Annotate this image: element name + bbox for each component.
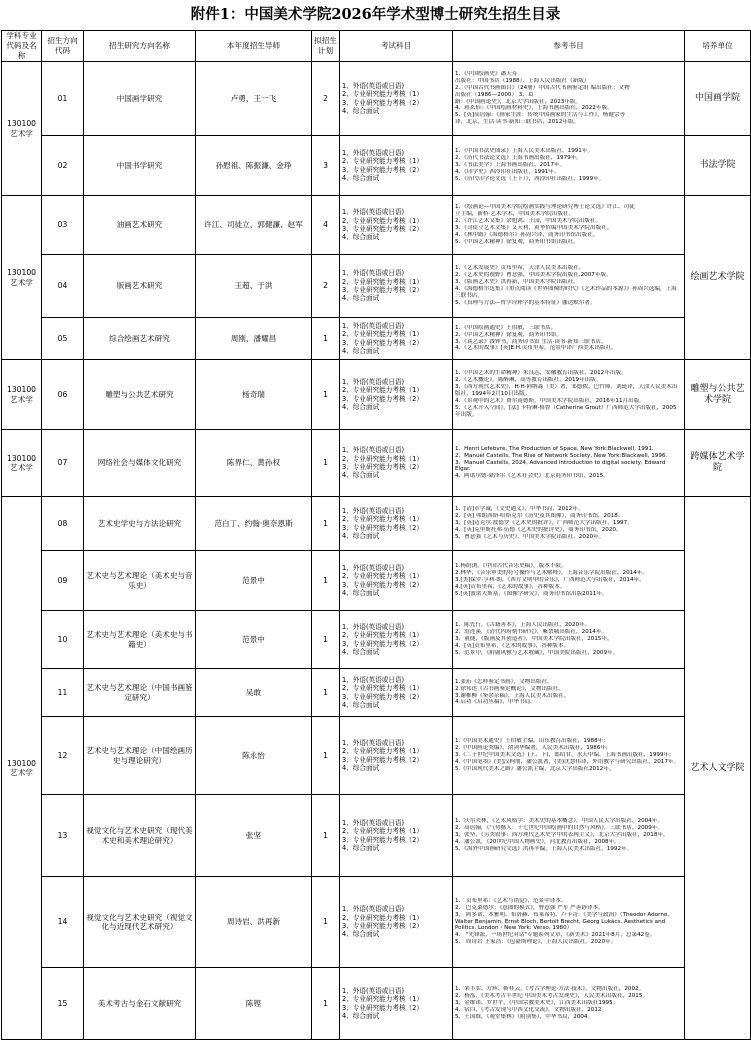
exam-item: 1、外语(英语或日语): [342, 905, 405, 914]
mentor-names: 陈界仁、黄孙权: [196, 430, 312, 497]
training-unit: 跨媒体艺术学院: [685, 430, 751, 497]
exam-item: 4、综合面试: [342, 531, 380, 540]
reference-item: 2、翁连溪，《清代内府刻书研究》，紫禁城出版社，2014年。: [455, 629, 608, 636]
exam-item: 2、专业研究能力考核（1）: [342, 684, 423, 693]
exam-item: 3、专业研究能力考核（2）: [342, 98, 423, 107]
direction-name: 雕塑与公共艺术研究: [84, 360, 196, 430]
reference-item: 5.[英]波诺夫斯基，《图像学研究》，商务印书馆出版2011年。: [455, 590, 608, 597]
reference-item: 5、《中国艺术精神》徐复观，商务印书馆出版社。: [455, 238, 579, 245]
mentor-names: 许江、司徒立、郭健濂、赵军: [196, 196, 312, 255]
column-header: 本年度招生导师: [196, 31, 312, 62]
exam-item: 3、专业研究能力考核（2）: [342, 692, 423, 701]
reference-item: 4、《印学史》西泠印社出版社，1991年。: [455, 168, 560, 175]
reference-item: 3、[英]迈克尔·波德罗《艺术史的批评》，广西师范大学出版社，1997。: [455, 520, 633, 527]
discipline-code-cell: 130100 艺术学: [2, 430, 42, 497]
direction-name: 艺术史学史与方法论研究: [84, 497, 196, 551]
enrollment-plan: 1: [312, 968, 340, 1040]
mentor-names: 王超、于洪: [196, 255, 312, 318]
reference-item: 3、 阿多诺、本雅明、布洛赫、布莱希特、卢卡奇：《美学与政治》（Theodor Adorno, Walter Benjamin, Ernst Bloch, Bertolt Brecht, Georg Lukács. Aesthetics and Politics. London・New York: Verso, 1980）: [455, 911, 670, 932]
exam-item: 3、专业研究能力考核（2）: [342, 1003, 423, 1012]
direction-code: 02: [42, 136, 84, 196]
exam-item: 2、专业研究能力考核（1）: [342, 330, 423, 339]
direction-code: 04: [42, 255, 84, 318]
reference-item: 译，北京，生活·读书·新知三联书店，2012年版。: [455, 119, 580, 126]
reference-books: [453, 497, 685, 551]
mentor-names: 范景中: [196, 611, 312, 669]
mentor-names: 周刚、潘耀昌: [196, 318, 312, 360]
table-row: [2, 717, 751, 795]
exam-item: 1、外语(英语或日语): [342, 208, 405, 217]
exam-subjects: [340, 360, 453, 430]
exam-item: 2、专业研究能力考核（1）: [342, 386, 423, 395]
exam-item: 2、专业研究能力考核（1）: [342, 995, 423, 1004]
table-row: [2, 136, 751, 196]
reference-books: [453, 255, 685, 318]
reference-item: 3、《西方现代艺术史》，H·H·阿纳森（美）著，邹德侬、巴竹师、刘珽译，天津人民美术出版社，1994年2月10日出版。: [455, 384, 678, 398]
reference-item: 2.《中国画论类编》，俞剑华编著，人民美术出版社，1986年;: [455, 745, 608, 752]
exam-item: 1、外语(英语或日语): [342, 148, 405, 157]
direction-name: 版画艺术研究: [84, 255, 196, 318]
exam-item: 3、专业研究能力考核（2）: [342, 639, 423, 648]
exam-item: 4、综合面试: [342, 346, 380, 355]
direction-name: 综合绘画艺术研究: [84, 318, 196, 360]
training-unit: 中国画学院: [685, 62, 751, 136]
table-row: [2, 497, 751, 551]
reference-item: 5、《艺术介入空间》，[法] 卡特琳·格鲁（Catherine Grout）广西师范大学出版社，2005年出版。: [455, 404, 677, 418]
exam-item: 4、综合面试: [342, 1011, 380, 1020]
direction-code: 01: [42, 62, 84, 136]
reference-item: 5、王国维，《观堂集林》（附别集），中华书局，2004。: [455, 1013, 594, 1020]
exam-subjects: [340, 318, 453, 360]
exam-item: 1、外语(英语或日语): [342, 269, 405, 278]
exam-item: 4、综合面试: [342, 588, 380, 597]
enrollment-plan: 1: [312, 430, 340, 497]
reference-item: 2.徐邦达《古书画鉴定概论》，文物出版社。: [455, 685, 564, 692]
exam-item: 2、专业研究能力考核（1）: [342, 515, 423, 524]
discipline-code-cell: 130100 艺术学: [2, 62, 42, 196]
mentor-names: 孙慰祖、陈振濂、金琤: [196, 136, 312, 196]
column-header: 考试科目: [340, 31, 453, 62]
exam-item: 2、专业研究能力考核（1）: [342, 157, 423, 166]
reference-item: 5、《历代印学论文选（上下）》，西泠印社出版社，1999年。: [455, 175, 605, 182]
reference-item: 3.《二十世纪中国美术文选》(上、下)，郎绍君、水天中编，上海书画出版社，1999年;: [455, 752, 672, 759]
reference-books: [453, 611, 685, 669]
reference-item: 5、曹意强《艺术与历史》，中国美术学院出版社，2020年。: [455, 533, 605, 540]
reference-books: [453, 430, 685, 497]
enrollment-plan: 1: [312, 611, 340, 669]
direction-name: 艺术史与艺术理论（美术史与书籍史）: [84, 611, 196, 669]
exam-item: 3、专业研究能力考核（2）: [342, 225, 423, 233]
reference-item: 3、《书法美学》上海书画出版社，2017年。: [455, 162, 566, 169]
reference-item: 4、蒋玄佁：《中国绘画材料史》，上海书画出版社，2022年版。: [455, 105, 613, 112]
reference-item: 2、杨泓，《美术考古半世纪 中国美术考古发现史》，人民美术出版社，2015。: [455, 993, 648, 1000]
column-header: 学科专业代码及名称: [2, 31, 42, 62]
enrollment-plan: 4: [312, 196, 340, 255]
enrollment-plan: 1: [312, 877, 340, 968]
reference-item: 4.《中国笔墨》(美]汉柯朋，潘公凯著，(美)沈慧伟译，外语教学与研究出版社，2017年。: [455, 758, 680, 765]
reference-item: 4.启功《启功丛稿》，中华书局。: [455, 699, 536, 706]
column-header: 招生研究方向名称: [84, 31, 196, 62]
reference-item: 5、 周诗岩 王家浩：《包豪斯理论》，上海人民出版社，2020年。: [455, 939, 617, 946]
reference-books: [453, 196, 685, 255]
direction-code: 06: [42, 360, 84, 430]
mentor-names: 卢勇、王一飞: [196, 62, 312, 136]
exam-item: 4、综合面试: [342, 294, 380, 303]
direction-code: 10: [42, 611, 84, 669]
reference-item: 3、金维诺、罗世平，《中国宗教美术史》，江西美术出版社1995。: [455, 1000, 619, 1007]
reference-item: 2、《中国古代书画图目》（24册）中国古代书画鉴定组 编出版社：文物: [455, 84, 630, 91]
direction-name: 艺术史与艺术理论（中国书画鉴定研究）: [84, 669, 196, 717]
exam-item: 2、专业研究能力考核（1）: [342, 913, 423, 922]
enrollment-plan: 1: [312, 497, 340, 551]
mentor-names: 张坚: [196, 795, 312, 877]
exam-item: 4、综合面试: [342, 647, 380, 656]
reference-item: 5、《海外中国画研究文选》洪再辛编，上海人民美术出版社，1992年。: [455, 845, 633, 852]
reference-item: 3、《谈艺录》钱钟书，商务印书馆 生活·读书·新知三联书店。: [455, 338, 607, 345]
discipline-code-cell: 130100 艺术学: [2, 196, 42, 360]
reference-item: 3、董捷，《版画及其创造者》，中国美术学院出版社，2015年。: [455, 636, 613, 643]
direction-name: 中国画学研究: [84, 62, 196, 136]
exam-item: 4、综合面试: [342, 233, 380, 242]
reference-item: 2、 巴克桑德尔：《意图的模式》，曹意强 严军 严善錞译本。: [455, 904, 604, 911]
exam-item: 2、专业研究能力考核（1）: [342, 631, 423, 640]
exam-item: 3、专业研究能力考核（2）: [342, 523, 423, 532]
reference-item: 4、宿白，《考古发现与中西文化交流》，文物出版社，2012。: [455, 1006, 608, 1013]
direction-code: 13: [42, 795, 84, 877]
reference-item: 2、Manuel Castells, The Rise of Network Society, New York:Blackwell, 1996.: [455, 452, 668, 459]
exam-subjects: [340, 62, 453, 136]
reference-item: 1、陈先行，《古籍善本》，上海人民出版社，2020年。: [455, 622, 591, 629]
enrollment-plan: 3: [312, 136, 340, 196]
reference-item: 4、《景观中的艺术》费尔南德斯，中国美术学院出版社，2016年11月出版。: [455, 397, 645, 404]
exam-item: 2、专业研究能力考核（1）: [342, 277, 423, 286]
direction-code: 09: [42, 551, 84, 611]
enrollment-plan: 2: [312, 62, 340, 136]
table-row: [2, 430, 751, 497]
exam-item: 4、综合面试: [342, 402, 380, 411]
mentor-names: 陈永怡: [196, 717, 312, 795]
exam-item: 4、综合面试: [342, 471, 380, 480]
reference-item: 4、《海德格尔选集》《重点阅读《世界图像的时代》《艺术作品的本源》》孙周兴选编，上海三联书店。: [455, 286, 677, 299]
exam-item: 2、专业研究能力考核（1）: [342, 90, 423, 99]
reference-books: [453, 968, 685, 1040]
exam-item: 3、专业研究能力考核（2）: [342, 835, 423, 844]
exam-subjects: [340, 717, 453, 795]
exam-item: 3、专业研究能力考核（2）: [342, 755, 423, 764]
reference-item: 1、沃尔夫林，《艺术风格学：美术史的基本概念》，中国人民大学出版社，2004年。: [455, 818, 663, 825]
exam-item: 3、专业研究能力考核（2）: [342, 922, 423, 930]
reference-item: 2、[英] 弗朗西斯·哈斯克尔《历史及其图像》，商务印书馆，2018。: [455, 513, 624, 520]
reference-item: 出版社：中国书店（1988）、上海人民出版社（新版）: [455, 77, 590, 84]
exam-item: 1、外语(英语或日语): [342, 738, 405, 747]
reference-item: 4、[英]克里斯托弗·伍德《艺术史的批评史》，商务印书馆，2020。: [455, 526, 622, 533]
reference-books: [453, 669, 685, 717]
mentor-names: 范景中: [196, 551, 312, 611]
reference-books: [453, 360, 685, 430]
exam-item: 3、专业研究能力考核（2）: [342, 580, 423, 589]
enrollment-plan: 1: [312, 360, 340, 430]
direction-code: 12: [42, 717, 84, 795]
exam-item: 1、外语(英语或日语): [342, 446, 405, 455]
exam-subjects: [340, 497, 453, 551]
reference-books: [453, 877, 685, 968]
training-unit: 书法学院: [685, 136, 751, 196]
direction-code: 05: [42, 318, 84, 360]
training-unit: 雕塑与公共艺术学院: [685, 360, 751, 430]
exam-item: 1、外语(英语或日语): [342, 675, 405, 684]
reference-item: 2、《历代书法论文选》上海书画出版社，1979年。: [455, 155, 582, 162]
reference-books: [453, 62, 685, 136]
reference-item: 1.张珩《怎样鉴定书画》，文物出版社。: [455, 678, 553, 685]
reference-item: 1、[清]章学诚，《文史通义》，中华书局，2012年。: [455, 506, 584, 513]
exam-subjects: [340, 877, 453, 968]
table-row: [2, 795, 751, 877]
direction-code: 15: [42, 968, 84, 1040]
reference-item: 3、《司徒立艺术文集》艾天利，黄华侨编中国美术学院出版社。: [455, 225, 613, 231]
reference-item: 2、高居翰，《气势撼人：十七世纪中国绘画中的自然与风格》，三联书店，2009年。: [455, 825, 663, 832]
exam-item: 4、综合面试: [342, 930, 380, 939]
reference-item: 4、阿诺尔德·豪泽尔《艺术社会史》北京商务印书馆，2015。: [455, 473, 609, 480]
direction-code: 08: [42, 497, 84, 551]
exam-item: 1、外语(英语或日语): [342, 986, 405, 995]
exam-item: 3、专业研究能力考核（2）: [342, 165, 423, 174]
reference-books: [453, 717, 685, 795]
column-header: 招生方向代码: [42, 31, 84, 62]
discipline-code-cell: 130100 艺术学: [2, 360, 42, 430]
table-row: [2, 255, 751, 318]
direction-name: 油画艺术研究: [84, 196, 196, 255]
direction-code: 07: [42, 430, 84, 497]
reference-item: 1、《中国绘画通史》王伯敏，三联书店。: [455, 324, 557, 331]
exam-item: 3、专业研究能力考核（2）: [342, 286, 423, 294]
exam-subjects: [340, 255, 453, 318]
enrollment-plan: 2: [312, 255, 340, 318]
exam-item: 4、综合面试: [342, 700, 380, 709]
reference-item: 2、《许江艺术文集》余旭鸿、王园，中国美术学院出版社。: [455, 218, 602, 225]
column-header: 参考书目: [453, 31, 685, 62]
exam-item: 1、外语(英语或日语): [342, 622, 405, 631]
direction-name: 视觉文化与艺术史研究（现代美术史和美术理论研究）: [84, 795, 196, 877]
reference-item: 3、《版画艺术史》洪再新，中国美术学院出版社。: [455, 279, 579, 286]
exam-item: 2、专业研究能力考核（1）: [342, 572, 423, 581]
direction-code: 11: [42, 669, 84, 717]
direction-name: 美术考古与金石文献研究: [84, 968, 196, 1040]
exam-item: 2、专业研究能力考核（1）: [342, 827, 423, 836]
reference-item: 4、潘公凯，《20世纪中国人物画史》，河北教育出版社，2008年。: [455, 838, 620, 845]
reference-item: 1、《绘画论—中国美术学院绘画实践与理论研究博士论文选》许江、司徒: [455, 204, 635, 211]
reference-item: 2.林华，《音乐审美的符号操作与艺术解释》，上海音乐学院出版社，2014年。: [455, 570, 648, 577]
exam-item: 2、专业研究能力考核（1）: [342, 454, 423, 463]
discipline-code-cell: 130100 艺术学: [2, 497, 42, 1040]
reference-item: 1、《中国绘画史》潘天寿: [455, 70, 518, 77]
training-unit: 绘画艺术学院: [685, 196, 751, 360]
reference-item: 4、[英]贡布里希，《艺术的故事》，各种版本。: [455, 642, 570, 649]
mentor-names: 陈铿: [196, 968, 312, 1040]
reference-item: 1、《艺术发展史》贡布里希，天津人民美术出版社。: [455, 265, 585, 272]
reference-item: 5、《真理与方法—哲学诠释学的基本特征》伽达默尔著。: [455, 299, 596, 306]
reference-item: 3.谢稚柳《鉴余杂稿》，上海人民美术出版社。: [455, 692, 570, 699]
exam-subjects: [340, 611, 453, 669]
enrollment-plan: 1: [312, 551, 340, 611]
admissions-table: [1, 30, 751, 1040]
column-header: 培养单位: [685, 31, 751, 62]
reference-item: 4、 "先锋派，一场世纪对话"专题系列文章，《新美术》2021年8月，总第42卷。: [455, 932, 656, 939]
exam-item: 2、专业研究能力考核（1）: [342, 216, 423, 225]
table-row: [2, 551, 751, 611]
reference-books: [453, 136, 685, 196]
exam-subjects: [340, 136, 453, 196]
reference-item: 3.[美]保罗·亨利·朗，《西方文明中的音乐》，广西师范大学出版社，2014年。: [455, 577, 645, 584]
enrollment-plan: 1: [312, 669, 340, 717]
reference-item: 1、 贡布里希：《艺术与错觉》，范景中译本。: [455, 897, 567, 904]
reference-item: 2、《艺术史的视野》曹意强，中国美术学院出版社,2007年版。: [455, 272, 612, 279]
reference-item: 路：《中国画论史》，北京大学出版社，2023年版。: [455, 98, 582, 105]
direction-name: 艺术史与艺术理论（中国绘画历史与理论研究）: [84, 717, 196, 795]
training-unit: 艺术人文学院: [685, 497, 751, 1040]
exam-item: 4、综合面试: [342, 106, 380, 115]
table-row: [2, 360, 751, 430]
reference-item: 1、《中国书法史图录》上海人民美术出版社，1991年。: [455, 148, 594, 155]
direction-name: 网络社会与媒体文化研究: [84, 430, 196, 497]
exam-subjects: [340, 430, 453, 497]
reference-item: 1.杨荫浏，《中国古代音乐史稿》，版本不限。: [455, 563, 567, 570]
exam-subjects: [340, 196, 453, 255]
page-title: 附件1：中国美术学院2026年学术型博士研究生招生目录: [190, 6, 561, 23]
mentor-names: 吴敢: [196, 669, 312, 717]
reference-books: [453, 795, 685, 877]
direction-code: 14: [42, 877, 84, 968]
reference-item: 4.[英]贡布里希，《艺术的故事》，各种版本。: [455, 583, 566, 590]
exam-subjects: [340, 968, 453, 1040]
mentor-names: 杨奇瑞: [196, 360, 312, 430]
reference-item: 5、[英]高居翰：《画家生涯：传统中国画家的生活与工作》，杨健宗等: [455, 112, 626, 119]
reference-item: 3、Manuel Castells, 2024, Advanced introduction to digital society, Edward Elgar.: [455, 459, 666, 473]
table-row: [2, 968, 751, 1040]
exam-item: 1、外语(英语或日语): [342, 81, 405, 90]
exam-item: 1、外语(英语或日语): [342, 563, 405, 572]
enrollment-plan: 1: [312, 717, 340, 795]
exam-item: 1、外语(英语或日语): [342, 818, 405, 827]
table-row: [2, 611, 751, 669]
table-row: [2, 877, 751, 968]
exam-item: 4、综合面试: [342, 173, 380, 182]
direction-name: 艺术史与艺术理论（美术史与音乐史）: [84, 551, 196, 611]
reference-item: 出版社（1986—2000） 3、葛: [455, 91, 534, 98]
table-row: [2, 318, 751, 360]
exam-item: 4、综合面试: [342, 843, 380, 852]
header-row: [2, 31, 751, 62]
exam-subjects: [340, 795, 453, 877]
reference-item: 2、《中国艺术精神》徐复观，商务印书馆。: [455, 331, 563, 338]
reference-item: 立主编，新桥·艺术学术，中国美术学院出版社。: [455, 211, 575, 218]
reference-item: 4、《艺术的故事》[英]E.H.贡布里希，范景中译广西美术出版社。: [455, 345, 617, 352]
direction-name: 中国书学研究: [84, 136, 196, 196]
exam-item: 3、专业研究能力考核（2）: [342, 394, 423, 403]
reference-item: 1、栾丰实、方辉、靳桂云，《考古学理论·方法·技术》，文物出版社，2002。: [455, 986, 645, 993]
direction-name: 视觉文化与艺术史研究（视觉文化与近现代艺术研究）: [84, 877, 196, 968]
exam-subjects: [340, 669, 453, 717]
exam-item: 1、外语(英语或日语): [342, 377, 405, 386]
table-row: [2, 196, 751, 255]
table-row: [2, 62, 751, 136]
reference-item: 2、《艺术概论》，陈醉琳，高等教育出版社，2019年出版。: [455, 377, 602, 384]
reference-books: [453, 318, 685, 360]
column-header: 拟招生计划: [312, 31, 340, 62]
exam-item: 1、外语(英语或日语): [342, 321, 405, 330]
reference-item: 1.《中国美术通史》王伯敏主编，山东教育出版社，1988年;: [455, 738, 606, 745]
exam-item: 3、专业研究能力考核（2）: [342, 463, 423, 471]
reference-item: 5.《中国现代美术之路》潘公凯主编，北京大学出版社2012年。: [455, 765, 615, 772]
enrollment-plan: 1: [312, 318, 340, 360]
exam-item: 2、专业研究能力考核（1）: [342, 747, 423, 756]
exam-item: 1、外语(英语或日语): [342, 506, 405, 515]
direction-code: 03: [42, 196, 84, 255]
reference-item: 3、张坚，《另类叙事：西方现代艺术史学中的表现主义》，北京大学出版社，2018年。: [455, 832, 669, 839]
exam-subjects: [340, 551, 453, 611]
reference-item: 4、《林中路》《海德格尔》孙周兴译，商务印书馆出版社。: [455, 231, 599, 238]
reference-books: [453, 551, 685, 611]
exam-item: 3、专业研究能力考核（2）: [342, 338, 423, 347]
mentor-names: 周诗岩、洪再新: [196, 877, 312, 968]
enrollment-plan: 1: [312, 795, 340, 877]
reference-item: 1、Henri Lefebvre, The Production of Space, New York:Blackwell, 1991.: [455, 445, 654, 452]
reference-item: 5、范景中，《附庸风雅与艺术收藏》，中国美院出版社，2009年。: [455, 649, 619, 656]
mentor-names: 范白丁、约翰·奥奈恩斯: [196, 497, 312, 551]
exam-item: 4、综合面试: [342, 763, 380, 772]
reference-item: 1、《中国艺术的生命精神》朱良志，安徽教育出版社，2012年出版。: [455, 370, 627, 377]
table-row: [2, 669, 751, 717]
